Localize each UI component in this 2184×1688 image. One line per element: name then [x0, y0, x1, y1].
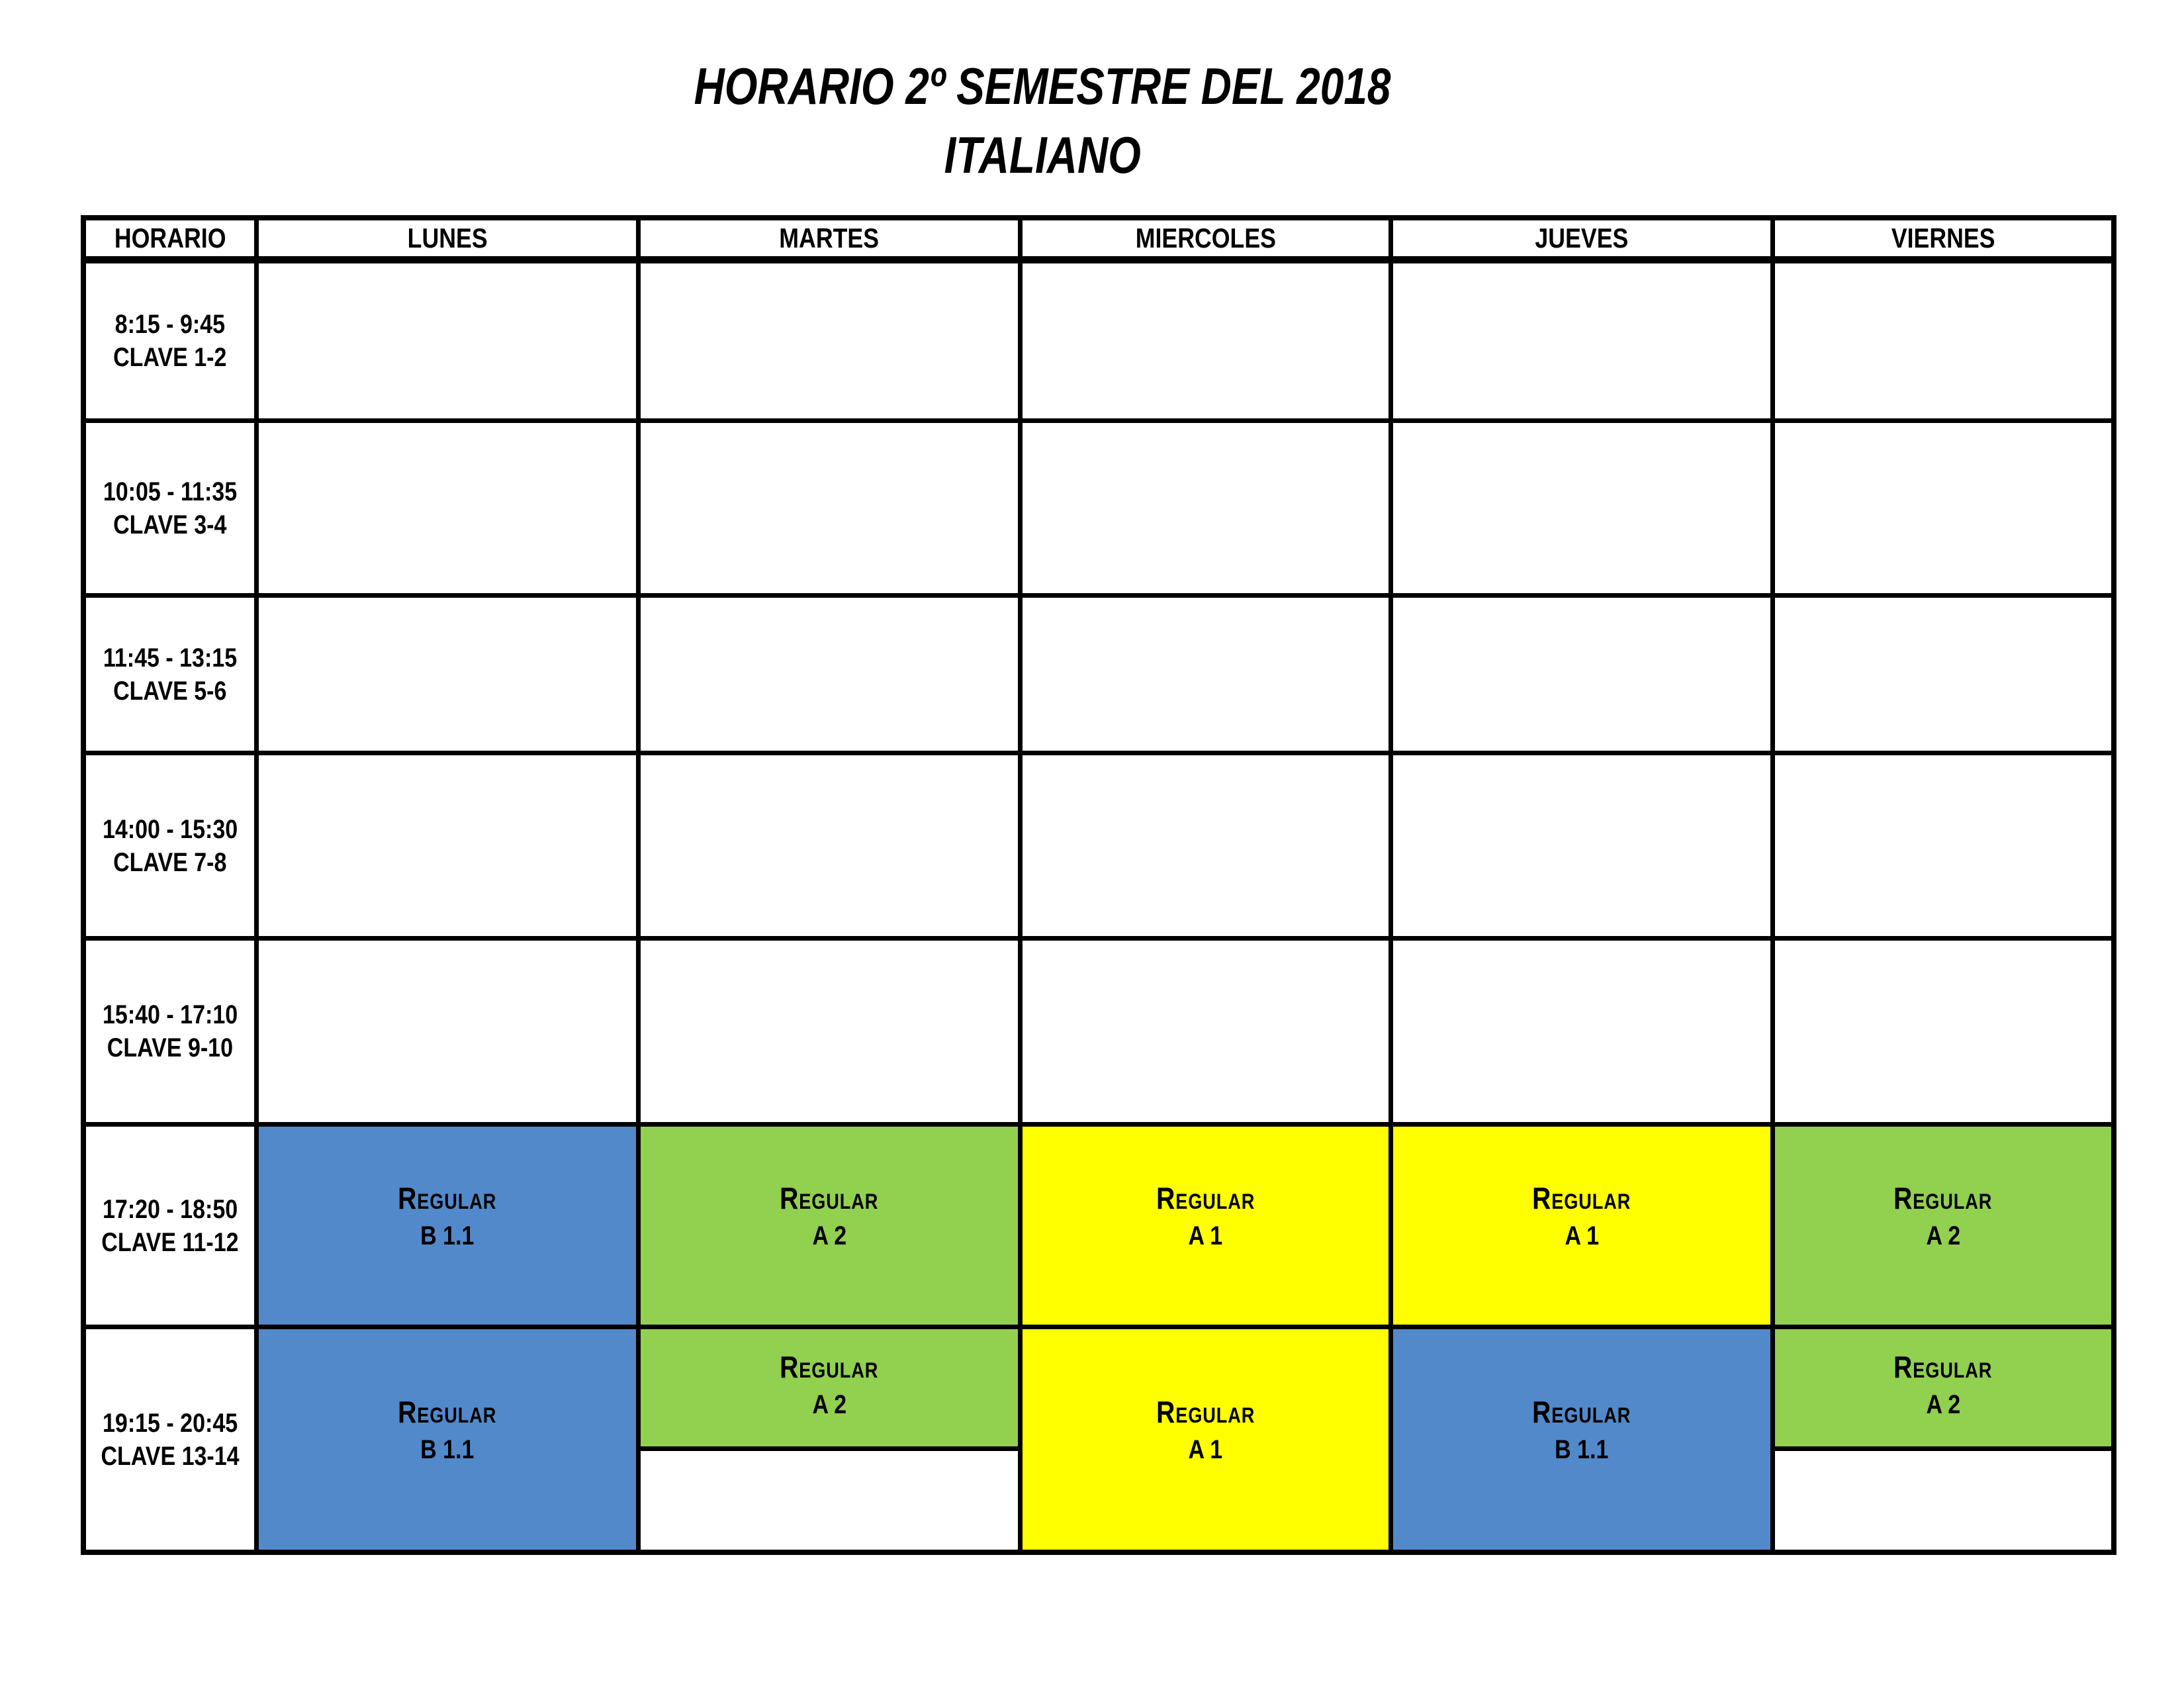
class-text [1524, 1393, 1639, 1468]
clave-label-text: CLAVE 13-14 [101, 1441, 240, 1471]
title-line-1 [0, 52, 2085, 120]
class-level-text: B 1.1 [1555, 1434, 1609, 1464]
header-label: HORARIO [114, 222, 226, 254]
header-label: MARTES [779, 222, 880, 254]
title-text-semester: HORARIO 2º SEMESTRE DEL 2018 [694, 57, 1391, 115]
empty-cell-martes [641, 263, 1023, 423]
time-cell [86, 1127, 259, 1329]
class-level-text: A 1 [1565, 1221, 1599, 1250]
clave-label [89, 1226, 251, 1259]
class-label-text: Regular [1156, 1394, 1255, 1429]
schedule-table [81, 215, 2116, 1555]
clave-label-text: CLAVE 3-4 [113, 510, 227, 539]
clave-label [103, 675, 237, 708]
header-cell-martes [641, 220, 1023, 263]
class-text [771, 1179, 887, 1254]
class-label [1885, 1179, 2001, 1217]
class-cell-jueves [1393, 1329, 1775, 1550]
time-cell [86, 755, 259, 941]
clave-label-text: CLAVE 1-2 [113, 343, 227, 372]
time-range [91, 641, 249, 675]
empty-cell-martes [641, 423, 1023, 598]
empty-cell-viernes [1775, 423, 2111, 598]
class-level [1185, 1217, 1226, 1254]
header-cell-jueves [1393, 220, 1775, 263]
class-level-text: A 2 [812, 1221, 846, 1250]
class-text [1148, 1393, 1263, 1468]
class-label [1524, 1179, 1639, 1217]
class-label [1885, 1348, 2001, 1386]
class-label [1148, 1179, 1263, 1217]
empty-cell-lunes [259, 755, 641, 941]
class-level [1923, 1386, 1964, 1423]
class-level-text: B 1.1 [420, 1221, 475, 1250]
time-range [91, 998, 250, 1031]
header-cell-lunes [259, 220, 641, 263]
class-text [1148, 1179, 1263, 1254]
empty-cell-viernes [1775, 598, 2111, 755]
empty-cell-miercoles [1023, 755, 1393, 941]
empty-cell-miercoles [1023, 263, 1393, 423]
time-range-text: 14:00 - 15:30 [102, 814, 238, 844]
class-level [416, 1431, 479, 1468]
time-cell [86, 423, 259, 598]
class-level [416, 1217, 479, 1254]
class-level-text: A 2 [1926, 1389, 1960, 1419]
header-label: JUEVES [1535, 222, 1629, 254]
class-block [641, 1329, 1018, 1451]
time-cell [86, 598, 259, 755]
time-range [105, 308, 235, 341]
class-cell-miercoles [1023, 1329, 1393, 1550]
empty-cell-miercoles [1023, 598, 1393, 755]
clave-label-text: CLAVE 7-8 [113, 847, 227, 877]
title-line-2 [0, 120, 2085, 189]
split-class-cell-martes [641, 1329, 1023, 1550]
empty-cell-viernes [1775, 263, 2111, 423]
empty-cell-martes [641, 941, 1023, 1127]
class-label-text: Regular [1893, 1349, 1993, 1384]
time-range [91, 1407, 250, 1440]
class-cell-martes [641, 1127, 1023, 1329]
class-cell-lunes [259, 1329, 641, 1550]
header-cell-horario [86, 220, 259, 263]
empty-cell-lunes [259, 941, 641, 1127]
class-text [1885, 1179, 2001, 1254]
title-text-language: ITALIANO [944, 126, 1141, 184]
class-level [1562, 1217, 1602, 1254]
empty-cell-lunes [259, 598, 641, 755]
clave-label [103, 508, 237, 541]
empty-cell-miercoles [1023, 423, 1393, 598]
clave-label-text: CLAVE 11-12 [101, 1227, 239, 1257]
time-range-text: 19:15 - 20:45 [102, 1408, 238, 1438]
class-cell-viernes [1775, 1127, 2111, 1329]
empty-cell-jueves [1393, 263, 1775, 423]
empty-cell-miercoles [1023, 941, 1393, 1127]
class-level-text: A 1 [1188, 1221, 1223, 1250]
time-range-text: 11:45 - 13:15 [103, 643, 238, 673]
class-cell-lunes [259, 1127, 641, 1329]
class-level-text: A 2 [1926, 1221, 1960, 1250]
class-cell-miercoles [1023, 1127, 1393, 1329]
class-label [1524, 1393, 1639, 1431]
class-level-text: A 1 [1188, 1434, 1223, 1464]
time-range-text: 10:05 - 11:35 [103, 477, 238, 506]
class-label-text: Regular [1893, 1180, 1993, 1215]
header-cell-viernes [1775, 220, 2111, 263]
time-cell [86, 263, 259, 423]
class-cell-jueves [1393, 1127, 1775, 1329]
empty-cell-martes [641, 598, 1023, 755]
class-label [771, 1179, 887, 1217]
class-level [1185, 1431, 1226, 1468]
clave-label-text: CLAVE 9-10 [107, 1033, 234, 1062]
class-block [1775, 1329, 2111, 1451]
time-range-text: 17:20 - 18:50 [102, 1194, 238, 1224]
clave-label [96, 1031, 244, 1064]
empty-cell-viernes [1775, 941, 2111, 1127]
class-label [1148, 1393, 1263, 1431]
class-text [1524, 1179, 1639, 1254]
class-text [389, 1179, 505, 1254]
class-text [1885, 1348, 2001, 1423]
clave-label [103, 341, 237, 374]
page-title [0, 52, 2184, 189]
class-label [771, 1348, 887, 1386]
class-text [389, 1393, 505, 1468]
class-level-text: B 1.1 [420, 1434, 475, 1464]
header-label: MIERCOLES [1135, 222, 1276, 254]
empty-cell-lunes [259, 423, 641, 598]
header-label: VIERNES [1891, 222, 1995, 254]
class-level-text: A 2 [812, 1389, 846, 1419]
empty-cell-jueves [1393, 941, 1775, 1127]
clave-label [89, 1440, 251, 1473]
class-label-text: Regular [398, 1180, 497, 1215]
class-text [771, 1348, 887, 1423]
time-range [91, 1193, 250, 1226]
class-level [1923, 1217, 1964, 1254]
time-range [91, 475, 249, 508]
time-range [91, 813, 250, 846]
header-label: LUNES [407, 222, 488, 254]
split-class-cell-viernes [1775, 1329, 2111, 1550]
class-level [809, 1386, 850, 1423]
clave-label-text: CLAVE 5-6 [113, 676, 227, 706]
class-label [389, 1393, 505, 1431]
class-label-text: Regular [1532, 1394, 1631, 1429]
class-label-text: Regular [780, 1180, 879, 1215]
class-level [809, 1217, 850, 1254]
time-cell [86, 1329, 259, 1550]
clave-label [103, 846, 237, 879]
class-level [1550, 1431, 1614, 1468]
empty-cell-jueves [1393, 423, 1775, 598]
class-label-text: Regular [780, 1349, 879, 1384]
empty-cell-jueves [1393, 598, 1775, 755]
header-cell-miercoles [1023, 220, 1393, 263]
class-label [389, 1179, 505, 1217]
class-label-text: Regular [398, 1394, 497, 1429]
empty-cell-viernes [1775, 755, 2111, 941]
empty-cell-jueves [1393, 755, 1775, 941]
class-label-text: Regular [1532, 1180, 1631, 1215]
time-cell [86, 941, 259, 1127]
class-label-text: Regular [1156, 1180, 1255, 1215]
empty-cell-martes [641, 755, 1023, 941]
time-range-text: 15:40 - 17:10 [102, 1000, 238, 1029]
time-range-text: 8:15 - 9:45 [114, 310, 226, 339]
empty-cell-lunes [259, 263, 641, 423]
